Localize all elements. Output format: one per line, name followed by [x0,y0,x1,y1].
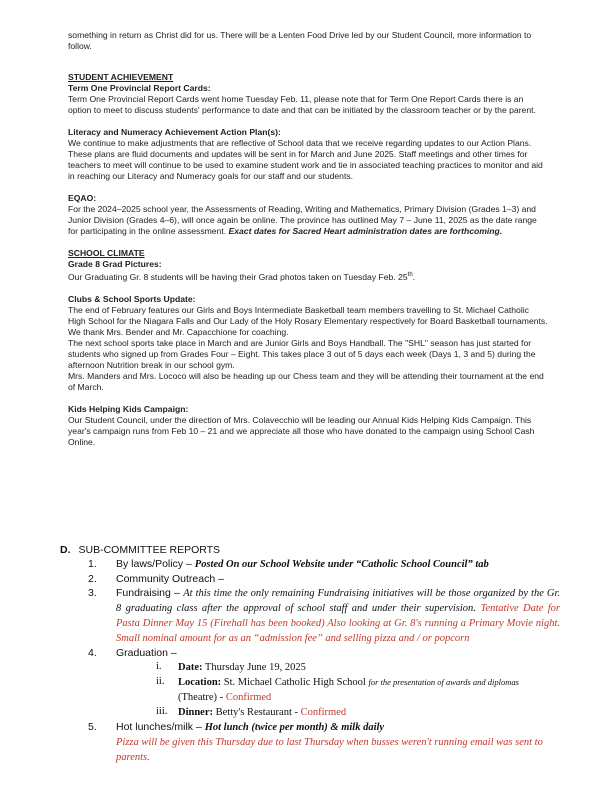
location-status: Confirmed [225,692,272,703]
eqao-emphasis: Exact dates for Sacred Heart administration dates are forthcoming. [228,226,503,236]
community-outreach-label: Community Outreach – [116,573,224,585]
list-number: 2. [88,573,97,585]
student-achievement-heading: STUDENT ACHIEVEMENT [68,72,174,82]
roman-numeral: iii. [156,706,168,717]
eqao-paragraph [68,204,548,237]
grad-pictures-text: Our Graduating Gr. 8 students will be having their Grad photos taken on Tuesday Feb. 25 [68,271,408,282]
hot-lunches-note: Hot lunch (twice per month) & milk daily [204,722,385,733]
graduation-label: Graduation – [116,647,177,659]
roman-numeral: i. [156,661,162,672]
location-value: St. Michael Catholic High School [221,677,369,688]
location-note: for the presentation of awards and diplomas [368,677,519,687]
newsletter-body [68,30,548,448]
kids-helping-kids-text: Our Student Council, under the direction of Mrs. Colavecchio will be leading our Annual Kids Helping Kids Campaign. This year's campaign runs from Feb 10 – 21 and we appreciate all those who have donated to the campaign using School Cash Online. [68,414,535,447]
literacy-title: Literacy and Numeracy Achievement Action Plan(s): [68,127,281,137]
list-number: 5. [88,721,97,733]
report-cards-text: Term One Provincial Report Cards went home Tuesday Feb. 11, please note that for Term One Report Cards there is an option to meet to discuss students' performance to date and that can be initiated by the classroom teacher or by the parent. [68,94,536,115]
grad-pictures-title: Grade 8 Grad Pictures: [68,259,162,269]
grad-pictures-end: . [412,271,416,282]
report-cards-title: Term One Provincial Report Cards: [68,83,211,93]
list-number: 1. [88,558,97,570]
subcommittee-heading-text: SUB-COMMITTEE REPORTS [78,544,221,556]
kids-helping-kids-title: Kids Helping Kids Campaign: [68,403,189,414]
graduation-dinner [60,705,560,720]
clubs-paragraph-3: Mrs. Manders and Mrs. Lococo will also be heading up our Chess team and they will be attending their tournament at the end of March. [68,370,544,392]
list-item-bylaws [60,557,560,572]
dinner-label: Dinner: [178,707,213,718]
graduation-location [60,675,560,705]
list-number: 3. [88,587,97,599]
eqao-title: EQAO: [68,193,97,203]
school-climate-heading: SCHOOL CLIMATE [68,248,145,258]
clubs-paragraph-2: The next school sports take place in March and are Junior Girls and Boys Handball. The "SHL" season has just started for students who signed up from Grades Four – Eight. This takes place 3 out of 5 days each week (Days 1, 3 and 5) during the afternoon Nutrition break in our school gym. [68,337,536,370]
list-item-graduation [60,646,560,660]
clubs-paragraph-1: The end of February features our Girls and Boys Intermediate Basketball team members travelling to St. Michael Catholic High School for the Niagara Falls and Our Lady of the Holy Rosary Elementary respectively for Board Basketball tournaments. We thank Mrs. Bender and Mr. Capacchione for coaching. [68,304,548,337]
date-label: Date: [178,662,203,673]
dinner-status: Confirmed [300,707,347,718]
dinner-value: Betty's Restaurant - [213,707,301,718]
literacy-text: We continue to make adjustments that are reflective of School data that we receive regarding updates to our Action Plans. These plans are fluid documents and updates will be sent in for March and June 2025. Staff meetings and other times for teachers to meet will continue to be used to examine student work and tie in associated teaching practices to monitor and aid in reaching our Literacy and Numeracy goals for our staff and our students. [68,138,543,181]
list-number: 4. [88,647,97,659]
date-value: Thursday June 19, 2025 [202,662,306,673]
hot-lunches-update: Pizza will be given this Thursday due to last Thursday when busses weren't running email was sent to parents. [116,737,543,763]
grad-pictures-sup: th [407,272,413,278]
location-label: Location: [178,677,222,688]
fundraising-text: At this time the only remaining Fundraising initiatives will be those organized by the Gr. 8 graduating class after the approval of school staff and under their supervision. [116,588,560,614]
clubs-title: Clubs & School Sports Update: [68,293,196,304]
grad-pictures-paragraph [68,270,548,283]
location-value-2: (Theatre) - [178,692,226,703]
list-item-fundraising [60,586,560,646]
list-item-community-outreach [60,572,560,586]
bylaws-label: By laws/Policy – [116,558,195,570]
hot-lunches-label: Hot lunches/milk – [116,721,205,733]
section-letter: D. [60,544,71,556]
fundraising-label: Fundraising – [116,587,184,599]
subcommittee-reports [60,543,560,765]
list-item-hot-lunches [60,720,560,765]
graduation-date [60,660,560,675]
eqao-text: For the 2024–2025 school year, the Assessments of Reading, Writing and Mathematics, Primary Division (Grades 1–3) and Junior Division (Grades 4–6), will once again be online. The province has outlined May 7 – June 11, 2025 as the date range for participating in the online assessment. [68,204,537,236]
intro-paragraph: something in return as Christ did for us. There will be a Lenten Food Drive led by our Student Council, more information to follow. [68,30,532,51]
fundraising-update: Tentative Date for Pasta Dinner May 15 (Firehall has been booked) Also looking at Gr. 8's running a Primary Movie night. Small nominal amount for as an “admission fee” and selling pizza and / or popcorn [116,603,561,644]
roman-numeral: ii. [156,676,165,687]
subcommittee-heading [60,543,560,557]
bylaws-note: Posted On our School Website under “Catholic School Council” tab [194,559,489,570]
